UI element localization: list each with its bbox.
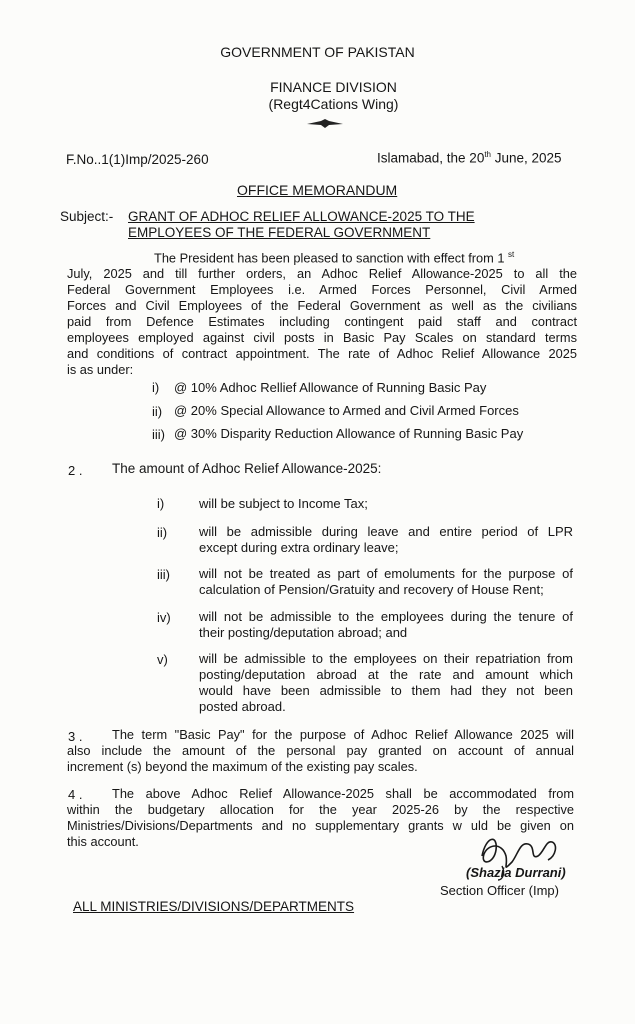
para3-number: 3 . [68,729,83,744]
para1-line: July, 2025 and till further orders, an Adhoc Relief Allowance-2025 to all the [67,266,577,281]
condition-number: iii) [157,567,170,582]
signatory-name: (Shazia Durrani) [466,865,566,880]
condition-text: posted abroad. [199,699,286,714]
para1-line: is as under: [67,362,134,377]
file-number: F.No..1(1)Imp/2025-260 [66,152,209,167]
rate-number: iii) [152,427,165,442]
para4-line: The above Adhoc Relief Allowance-2025 shall be accommodated from [112,786,574,801]
wing-heading: (Regt4Cations Wing) [268,96,399,112]
para1-line: paid from Defence Estimates including contingent paid staff and contract [67,314,577,329]
condition-text: calculation of Pension/Gratuity and recovery of House Rent; [199,582,544,597]
subject-line-2: EMPLOYEES OF THE FEDERAL GOVERNMENT [128,225,431,240]
condition-text: will not be treated as part of emoluments for the purpose of [199,566,573,581]
condition-number: ii) [157,525,168,540]
condition-text: will be admissible to the employees on their repatriation from [199,651,573,666]
signatory-designation: Section Officer (Imp) [440,883,559,898]
para3-line: also include the amount of the personal pay granted on account of annual [67,743,574,758]
condition-number: iv) [157,610,171,625]
rate-number: ii) [152,404,163,419]
emblem-mark-icon [305,118,345,130]
rate-text: @ 10% Adhoc Rellief Allowance of Running Basic Pay [174,380,487,395]
condition-text: will be subject to Income Tax; [199,496,368,511]
para4-number: 4 . [68,787,83,802]
division-heading: FINANCE DIVISION [270,79,397,95]
para1-line: The President has been pleased to sanction with effect from 1 $^{st}$ [154,250,515,266]
para4-line: within the budgetary allocation for the year 2025-26 by the respective [67,802,574,817]
condition-text: their posting/deputation abroad; and [199,625,408,640]
para1-line: Federal Government Employees i.e. Armed Forces Personnel, Civil Armed [67,282,577,297]
para2-number: 2 . [68,463,83,478]
memo-date: Islamabad, the 20th June, 2025 [377,150,562,166]
para3-line: increment (s) beyond the maximum of the existing pay scales. [67,759,418,774]
para1-line: Forces and Civil Employees of the Federal Government as well as the civilians [67,298,577,313]
para1-line: employees employed against civil posts in Basic Pay Scales on standard terms [67,330,577,345]
memo-title: OFFICE MEMORANDUM [237,182,398,198]
condition-number: i) [157,496,165,511]
condition-text: will not be admissible to the employees during the tenure of [199,609,573,624]
para2-intro: The amount of Adhoc Relief Allowance-2025: [112,461,382,476]
subject-line-1: GRANT OF ADHOC RELIEF ALLOWANCE-2025 TO THE [128,209,475,224]
rate-text: @ 20% Special Allowance to Armed and Civil Armed Forces [174,403,519,418]
rate-number: i) [152,380,160,395]
condition-text: would have been admissible to them had they not been [199,683,573,698]
condition-text: except during extra ordinary leave; [199,540,399,555]
condition-text: will be admissible during leave and entire period of LPR [199,524,573,539]
condition-number: v) [157,652,168,667]
rate-text: @ 30% Disparity Reduction Allowance of Running Basic Pay [174,426,524,441]
subject-label: Subject:- [60,209,114,224]
government-heading: GOVERNMENT OF PAKISTAN [220,44,415,60]
para4-line: Ministries/Divisions/Departments and no supplementary grants w uld be given on [67,818,574,833]
condition-text: posting/deputation abroad at the rate and amount which [199,667,573,682]
para4-line: this account. [67,834,139,849]
distribution-list: ALL MINISTRIES/DIVISIONS/DEPARTMENTS [73,899,355,914]
para3-line: The term "Basic Pay" for the purpose of Adhoc Relief Allowance 2025 will [112,727,574,742]
para1-line: and conditions of contract appointment. The rate of Adhoc Relief Allowance 2025 [67,346,577,361]
